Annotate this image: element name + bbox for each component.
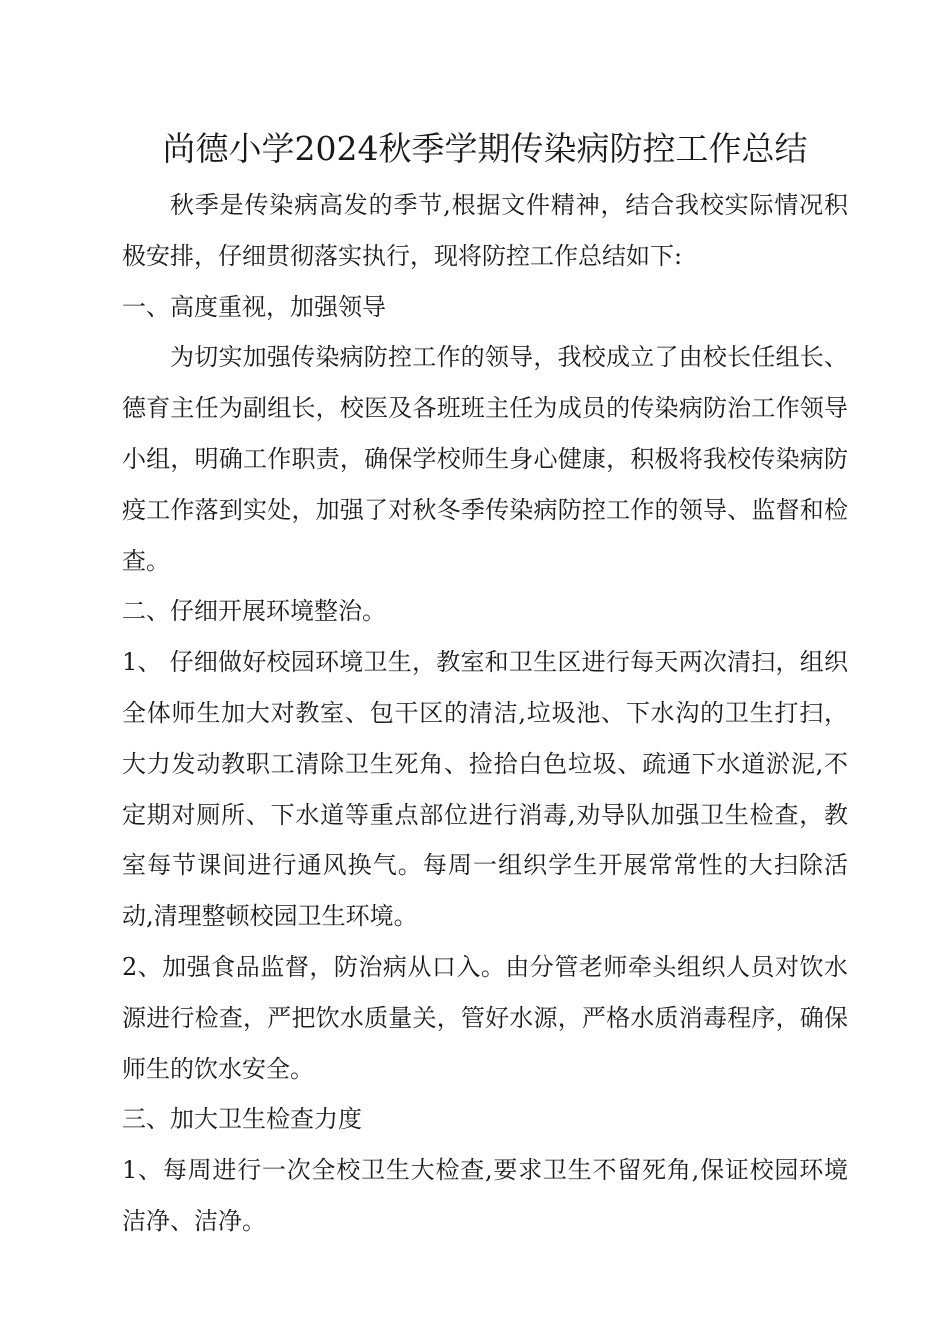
- section-3-item-1: 1、每周进行一次全校卫生大检查,要求卫生不留死角,保证校园环境洁净、洁净。: [122, 1156, 848, 1235]
- document-title: 尚德小学2024秋季学期传染病防控工作总结: [162, 129, 808, 168]
- document-page: [122, 118, 848, 1247]
- section-1-paragraph: 为切实加强传染病防控工作的领导，我校成立了由校长任组长、德育主任为副组长，校医及各班班主任为成员的传染病防治工作领导小组，明确工作职责，确保学校师生身心健康，积极将我校传染病防疫工作落到实处，加强了对秋冬季传染病防控工作的领导、监督和检查。: [122, 343, 848, 575]
- intro-paragraph: 秋季是传染病高发的季节,根据文件精神，结合我校实际情况积极安排，仔细贯彻落实执行，现将防控工作总结如下:: [122, 191, 848, 270]
- section-heading-2: 二、仔细开展环境整治。: [122, 597, 386, 626]
- section-heading-3: 三、加大卫生检查力度: [122, 1105, 362, 1134]
- section-2-item-1: 1、 仔细做好校园环境卫生，教室和卫生区进行每天两次清扫，组织全体师生加大对教室、包干区的清洁,垃圾池、下水沟的卫生打扫，大力发动教职工清除卫生死角、捡拾白色垃圾、疏通下水道淤泥,不定期对厕所、下水道等重点部位进行消毒,劝导队加强卫生检查，教室每节课间进行通风换气。每周一组织学生开展常常性的大扫除活动,清理整顿校园卫生环境。: [122, 648, 848, 931]
- section-2-item-2: 2、加强食品监督，防治病从口入。由分管老师牵头组织人员对饮水源进行检查，严把饮水质量关，管好水源，严格水质消毒程序，确保师生的饮水安全。: [122, 952, 848, 1083]
- section-heading-1: 一、高度重视，加强领导: [122, 292, 386, 321]
